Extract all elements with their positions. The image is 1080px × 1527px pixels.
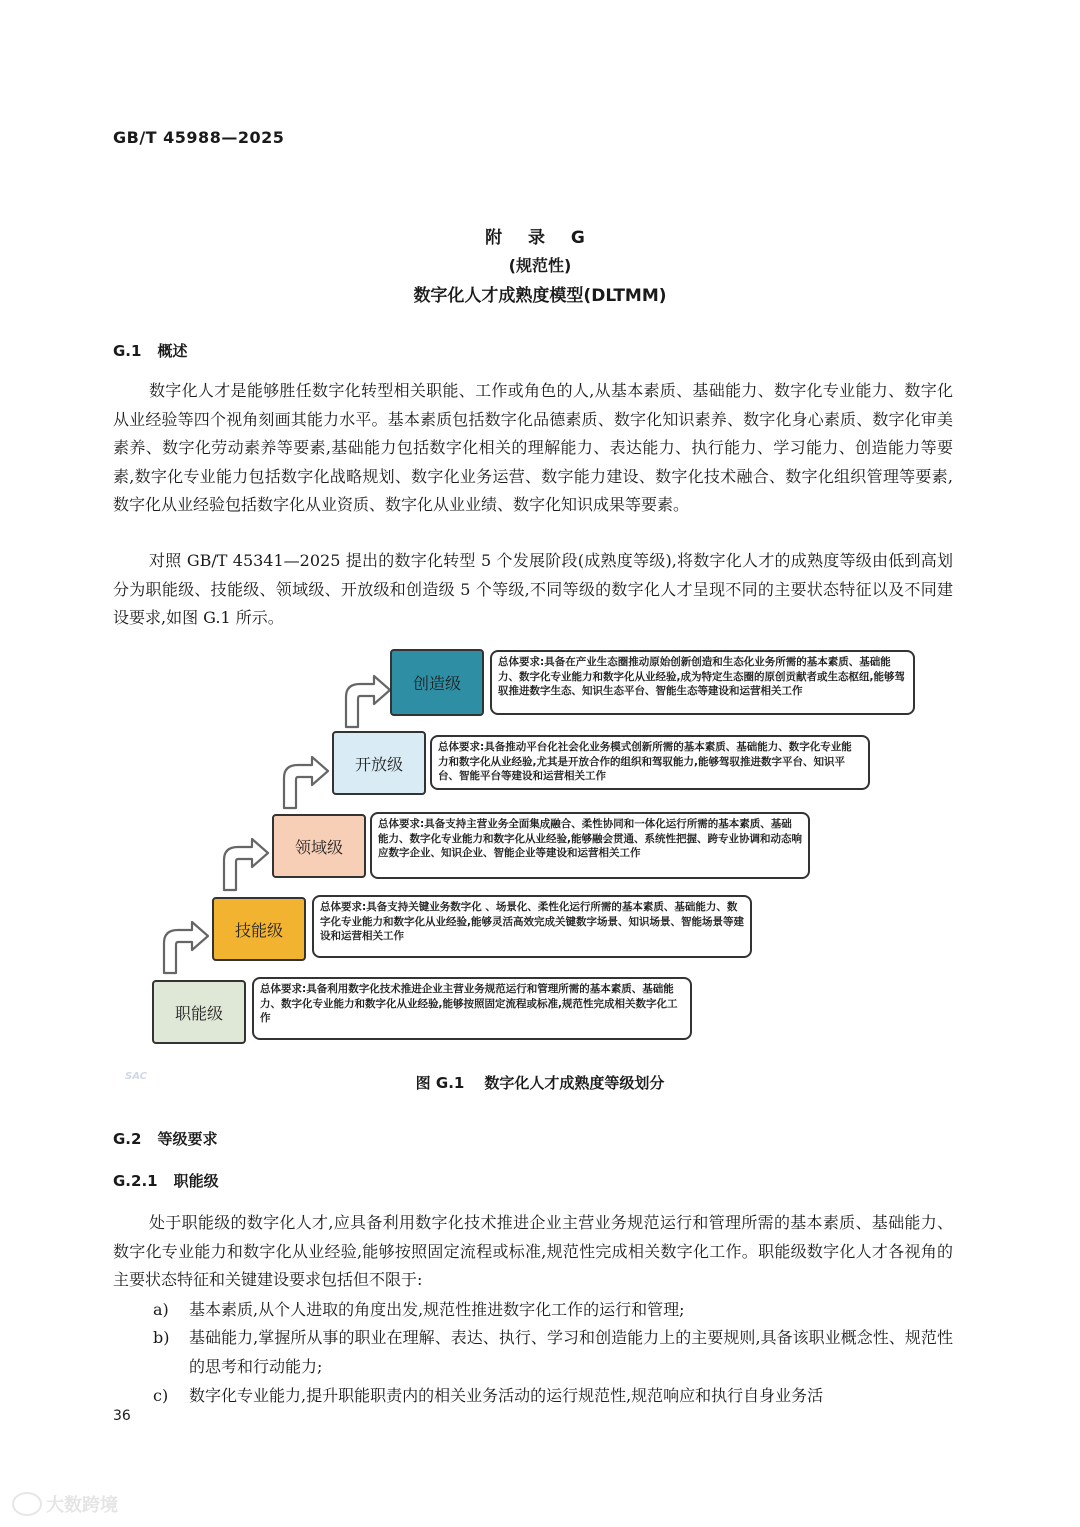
list-text: 基础能力,掌握所从事的职业在理解、表达、执行、学习和创造能力上的主要规则,具备该职业概念性、规范性的思考和行动能力;	[189, 1328, 953, 1376]
brand-logo-icon	[12, 1492, 42, 1516]
list-marker: b)	[153, 1328, 170, 1347]
g1-paragraph-2: 对照 GB/T 45341—2025 提出的数字化转型 5 个发展阶段(成熟度等级),将数字化人才的成熟度等级由低到高划分为职能级、技能级、领域级、开放级和创造级 5 个等级,不同等级的数字化人才呈现不同的主要状态特征以及不同建设要求,如图 G.1 所示。	[113, 551, 953, 627]
annex-label: 附 录 G	[485, 228, 595, 248]
step-arrow-3	[284, 757, 328, 808]
g1-paragraph-1: 数字化人才是能够胜任数字化转型相关职能、工作或角色的人,从基本素质、基础能力、数字化专业能力、数字化从业经验等四个视角刻画其能力水平。基本素质包括数字化品德素质、数字化知识素养、数字化身心素质、数字化审美素养、数字化劳动素养等要素,基础能力包括数字化相关的理解能力、表达能力、执行能力、学习能力、创造能力等要素,数字化专业能力包括数字化战略规划、数字化业务运营、数字能力建设、数字化技术融合、数字化组织管理等要素,数字化从业经验包括数字化从业资质、数字化从业业绩、数字化知识成果等要素。	[113, 381, 953, 514]
level-box-2	[212, 897, 306, 961]
level-name: 职能级	[174, 1003, 223, 1023]
section-number: G.1	[113, 342, 142, 360]
level-desc-2: 总体要求:具备支持关键业务数字化 、场景化、柔性化运行所需的基本素质、基础能力、数字化专业能力和数字化从业经验,能够灵活高效完成关键数字场景、知识场景、智能场景等建设和运营相关工作	[312, 895, 752, 958]
level-box-1	[152, 980, 246, 1044]
list-text: 基本素质,从个人进取的角度出发,规范性推进数字化工作的运行和管理;	[189, 1300, 685, 1319]
maturity-level-figure	[0, 640, 1080, 1060]
brand-logo	[12, 1491, 118, 1517]
level-name: 技能级	[234, 920, 283, 940]
section-title: 职能级	[173, 1172, 219, 1190]
level-desc-1: 总体要求:具备利用数字化技术推进企业主营业务规范运行和管理所需的基本素质、基础能力、数字化专业能力和数字化从业经验,能够按照固定流程或标准,规范性完成相关数字化工作	[252, 977, 692, 1040]
level-desc-5: 总体要求:具备在产业生态圈推动原始创新创造和生态化业务所需的基本素质、基础能力、数字化专业能力和数字化从业经验,成为特定生态圈的原创贡献者或生态枢纽,能够驾驭推进数字生态、知识生态平台、智能生态等建设和运营相关工作	[490, 650, 915, 715]
annex-type: (规范性)	[508, 256, 572, 275]
annex-title: 数字化人才成熟度模型(DLTMM)	[413, 286, 667, 306]
sac-watermark: SAC	[125, 1071, 147, 1082]
level-desc-3: 总体要求:具备支持主营业务全面集成融合、柔性协同和一体化运行所需的基本素质、基础能力、数字化专业能力和数字化从业经验,能够融会贯通、系统性把握、跨专业协调和动态响应数字企业、知识企业、智能企业等建设和运营相关工作	[370, 812, 810, 879]
level-name: 创造级	[412, 674, 461, 693]
level-box-4	[332, 731, 426, 795]
section-g2-heading	[113, 1128, 217, 1149]
step-arrow-4	[346, 676, 390, 727]
section-title: 概述	[157, 342, 188, 360]
list-marker: a)	[153, 1300, 169, 1319]
figure-caption-number: 图 G.1	[415, 1074, 465, 1092]
step-arrow-1	[164, 922, 208, 973]
list-marker: c)	[153, 1386, 169, 1405]
section-g21-heading	[113, 1170, 219, 1191]
section-number: G.2	[113, 1130, 142, 1148]
brand-logo-text: 大数跨境	[46, 1495, 118, 1516]
figure-caption	[0, 1072, 1080, 1093]
figure-caption-title: 数字化人才成熟度等级划分	[484, 1074, 665, 1092]
section-g1-heading	[113, 340, 187, 361]
level-desc-4: 总体要求:具备推动平台化社会化业务模式创新所需的基本素质、基础能力、数字化专业能力和数字化从业经验,尤其是开放合作的组织和驾驭能力,能够驾驭推进数字平台、知识平台、智能平台等建设和运营相关工作	[430, 735, 870, 790]
level-name: 领域级	[294, 837, 343, 857]
g21-paragraph: 处于职能级的数字化人才,应具备利用数字化技术推进企业主营业务规范运行和管理所需的基本素质、基础能力、数字化专业能力和数字化从业经验,能够按照固定流程或标准,规范性完成相关数字化工作。职能级数字化人才各视角的主要状态特征和关键建设要求包括但不限于:	[113, 1213, 953, 1289]
level-box-3	[272, 814, 366, 878]
section-number: G.2.1	[113, 1172, 158, 1190]
step-arrow-2	[224, 839, 268, 890]
page-number: 36	[113, 1408, 131, 1424]
level-box-5	[390, 649, 484, 716]
section-title: 等级要求	[157, 1130, 218, 1148]
level-name: 开放级	[354, 754, 403, 774]
list-text: 数字化专业能力,提升职能职责内的相关业务活动的运行规范性,规范响应和执行自身业务活	[189, 1386, 824, 1405]
standard-code: GB/T 45988—2025	[113, 128, 285, 147]
